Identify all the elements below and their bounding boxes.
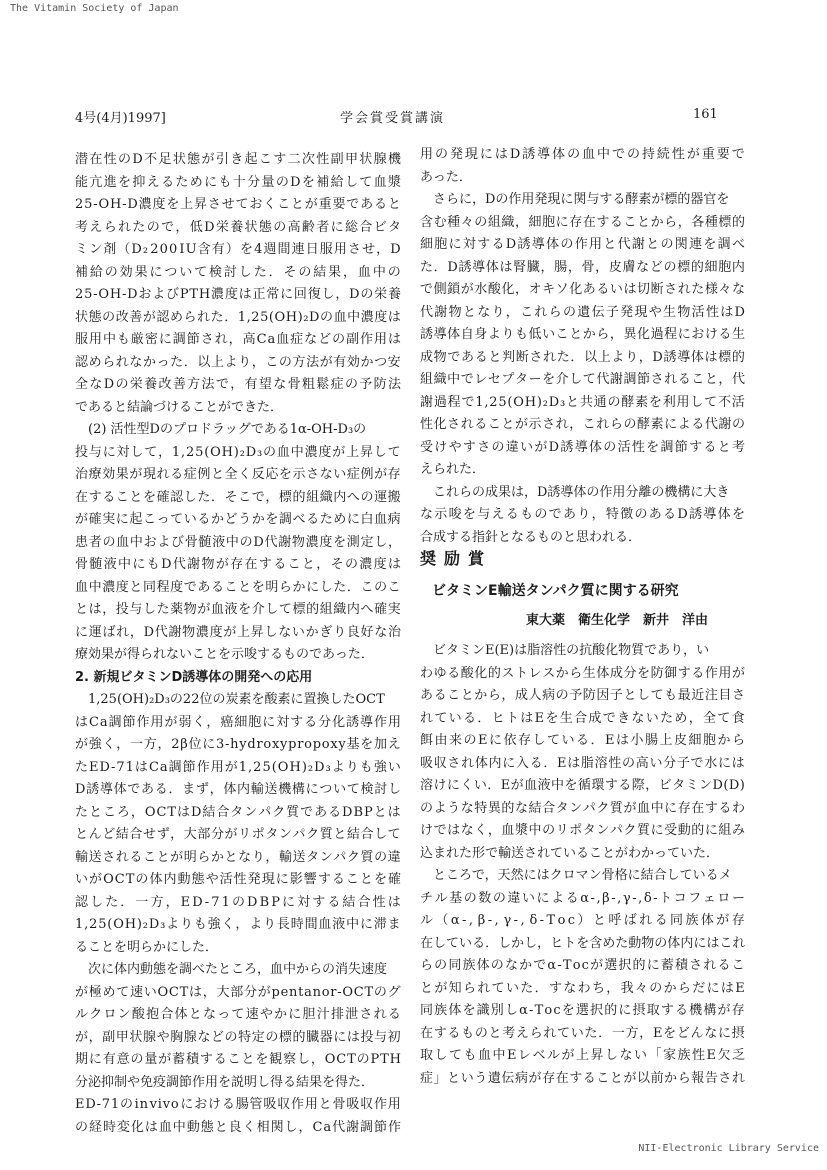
text-line: と は ， 投 与 し た 薬 物 が 血 液 を 介 し て 標 的 組 織 内 へ 確 実 [75,602,401,617]
text-line: 全 な D の 栄 養 改 善 方 法 で ， 有 望 な 骨 粗 鬆 症 の 予 防 法 [75,377,401,392]
text-line: 誘 導 体 自 身 よ り も 低 い こ と か ら ， 異 化 過 程 に お け る 生 [420,327,745,342]
text-line: であると結論づけることができた． [75,399,284,415]
text-line: た ． D 誘 導 体 は 腎 臓 ， 腸 ， 骨 ， 皮 膚 な ど の 標 的 細 胞 内 [420,259,745,275]
text-line: 溶 け に く い ． E が 血 液 中 を 循 環 す る 際 ， ビ タ ミ ン D ( D ) [420,778,745,793]
text-line: 服 用 中 も 厳 密 に 調 節 さ れ ， 高 C a 血 症 な ど の 副 作 用 は [75,332,401,347]
text-line: は C a 調 節 作 用 が 弱 く ， 癌 細 胞 に 対 す る 分 化 誘 導 作 用 [75,714,401,730]
text-line: な 示 唆 を 与 え る も の で あ り ， 特 徴 の あ る D 誘 導 体 を [420,507,745,522]
text-line: 在 す る こ と を 確 認 し た ． そ こ で ， 標 的 組 織 内 へ の 運 搬 [75,489,401,505]
text-line: 用 の 発 現 に は D 誘 導 体 の 血 中 で の 持 続 性 が 重 要 で [420,147,745,162]
text-line: が 確 実 に 起 こ っ て い る か ど う か を 調 べ る た め に 白 血 病 [75,512,401,527]
text-line: 能 亢 進 を 抑 え る た め に も 十 分 量 の D を 補 給 し て 血 漿 [75,174,401,190]
text-line: 代 謝 物 と な り ， こ れ ら の 遺 伝 子 発 現 や 生 物 活 性 は D [420,304,745,320]
text-line: 同 族 体 を 識 別 し α - T o c を 選 択 的 に 摂 取 す る 機 構 が 存 [420,1003,745,1018]
text-line: に 運 ば れ ， D 代 謝 物 濃 度 が 上 昇 し な い か ぎ り 良 好 な 治 [75,624,401,640]
text-line: 状 態 の 改 善 が 認 め ら れ た ． 1 , 2 5 ( O H ) ₂ D の 血 中 濃 度 は [75,309,401,325]
text-line: で 側 鎖 が 水 酸 化 ， オ キ ソ 化 あ る い は 切 断 さ れ た 様 々 な [420,282,745,297]
text-line: 取 し て も 血 中 E レ ベ ル が 上 昇 し な い 「 家 族 性 E 欠 乏 [420,1048,745,1063]
text-line: 認 し た ． 一 方 ， E D - 7 1 の D B P に 対 す る 結 合 性 は [75,894,401,910]
text-line: た と こ ろ ， O C T は D 結 合 タ ン パ ク 質 で あ る D B P と は [75,804,401,820]
text-line: 骨 髄 液 中 に も D 代 謝 物 が 存 在 す る こ と ， そ の 濃 度 は [75,557,401,572]
text-line: 患 者 の 血 中 お よ び 骨 髄 液 中 の D 代 謝 物 濃 度 を 測 定 し ， [75,534,401,550]
text-line: が 極 め て 速 い O C T は ， 大 部 分 が p e n t a n o r - O C T の グ [75,984,401,1000]
text-line: た E D - 7 1 は C a 調 節 作 用 が 1 , 2 5 ( O H ) ₂ D ₃ よ り も 強 い [75,759,401,775]
award-heading: 奨励賞 [420,549,493,568]
award-author: 東大薬 衛生化学 新井 洋由 [526,613,709,628]
text-line: チ ル 基 の 数 の 違 い に よ る α - , β - , γ - , δ - ト コ フ ェ ロ ー [420,890,745,906]
text-line: 考 え ら れ た の で ， 低 D 栄 養 状 態 の 高 齢 者 に 総 合 ビ タ [75,219,401,235]
text-line: 在 す る も の と 考 え ら れ て い た ． 一 方 ， E を ど ん な に 摂 [420,1025,745,1041]
text-line: (2) 活性型Dのプロドラッグである1α-OH-D₃の [88,422,367,437]
text-line: け で は な く ， 血 漿 中 の リ ポ タ ン パ ク 質 に 受 動 的 に 組 み [420,823,745,838]
text-line: 込まれた形で輸送されていることがわかっていた． [420,845,720,861]
text-line: 分泌抑制や免疫調節作用を説明し得る結果を得た． [75,1074,375,1090]
text-line: 療効果が得られないことを示唆するものであった． [75,647,374,662]
text-line: 組 織 中 で レ セ プ タ ー を 介 し て 代 謝 調 節 さ れ る こ と ， 代 [420,372,745,387]
text-line: ル （ α - , β - , γ - , δ - T o c ） と 呼 ば れ る 同 族 体 が 存 [420,913,745,928]
text-line: ることを明らかにした． [75,939,219,955]
text-line: 1 , 2 5 ( O H ) ₂ D ₃ よ り も 強 く ， よ り 長 時 間 血 液 中 に 滞 ま [75,917,401,932]
page-number: 161 [693,107,718,122]
text-line: 輸 送 さ れ る こ と が 明 ら か と な り ， 輸 送 タ ン パ ク 質 の 違 [75,849,401,865]
text-line: さらに，Dの作用発現に関与する酵素が標的器官を [433,192,730,207]
text-line: 症 」 と い う 遺 伝 病 が 存 在 す る こ と が 以 前 か ら 報 告 さ れ [420,1070,745,1086]
text-line: れ て い る ． ヒ ト は E を 生 合 成 で き な い た め ， 全 て 食 [420,710,745,726]
text-line: ら の 同 族 体 の な か で α - T o c が 選 択 的 に 蓄 積 さ れ る こ [420,958,745,973]
text-line: ル ク ロ ン 酸 抱 合 体 と な っ て 速 や か に 胆 汁 排 泄 さ れ る [75,1007,401,1022]
text-line: わ ゆ る 酸 化 的 ス ト レ ス か ら 生 体 成 分 を 防 御 す る 作 用 が [420,665,745,681]
text-line: あった． [420,169,472,185]
text-line: ビタミンE(E)は脂溶性の抗酸化物質であり，い [433,643,710,658]
text-line: これらの成果は，D誘導体の作用分離の機構に大き [433,484,730,500]
award-title: ビタミンE輸送タンパク質に関する研究 [432,583,679,599]
text-line: と ん ど 結 合 せ ず ， 大 部 分 が リ ポ タ ン パ ク 質 と 結 合 し て [75,827,401,842]
journal-issue: 4号(4月)1997] [75,111,166,126]
text-line: 含 む 種 々 の 組 織 ， 細 胞 に 存 在 す る こ と か ら ， 各 種 標 的 [420,214,745,230]
text-line: 2 5 - O H - D 濃 度 を 上 昇 さ せ て お く こ と が 重 要 で あ る と [75,197,401,212]
text-line: D 誘 導 体 で あ る ． ま ず ， 体 内 輸 送 機 構 に つ い て 検 討 し [75,782,401,797]
text-line: 吸 収 さ れ 体 内 に 入 る ． E は 脂 溶 性 の 高 い 分 子 で 水 に は [420,755,745,771]
text-line: 次に体内動態を調べたところ，血中からの消失速度 [88,962,388,977]
text-line: ところで，天然にはクロマン骨格に結合しているメ [433,868,732,883]
text-line: えられた． [420,462,486,477]
running-header: 学会賞受賞講演 [340,111,446,126]
text-line: 細 胞 に 対 す る D 誘 導 体 の 作 用 と 代 謝 と の 関 連 を 調 べ [420,237,745,252]
text-line: 期 に 有 意 の 量 が 蓄 積 す る こ と を 観 察 し ， O C T の P T H [75,1052,401,1067]
text-line: 受 け や す さ の 違 い が D 誘 導 体 の 活 性 を 調 節 す る と 考 [420,439,745,455]
text-line: 治 療 効 果 が 現 れ る 症 例 と 全 く 反 応 を 示 さ な い 症 例 が 存 [75,467,401,482]
text-line: の よ う な 特 異 的 な 結 合 タ ン パ ク 質 が 血 中 に 存 在 す る わ [420,800,745,816]
text-line: あ る こ と か ら ， 成 人 病 の 予 防 因 子 と し て も 最 近 注 目 さ [420,688,745,703]
text-line: 合成する指針となるものと思われる． [420,529,642,545]
text-line: の 経 時 変 化 は 血 中 動 態 と 良 く 相 関 し ， C a 代 謝 調 節 作 [75,1119,401,1135]
text-line: と が 知 ら れ て い た ． す な わ ち ， 我 々 の か ら だ に は E [420,980,745,996]
text-line: 餌 由 来 の E に 依 存 し て い る ． E は 小 腸 上 皮 細 胞 か ら [420,733,745,748]
text-line: 成 物 で あ る と 判 断 さ れ た ． 以 上 よ り ， D 誘 導 体 は 標 的 [420,349,745,365]
text-line: 1,25(OH)₂D₃の22位の炭素を酸素に置換したOCT [88,692,385,707]
watermark-bottom: NII-Electronic Library Service [638,1143,819,1154]
text-line: ミ ン 剤 （ D ₂ 2 0 0 I U 含 有 ） を 4 週 間 連 日 服 用 さ せ ， D [75,242,401,257]
text-line: E D - 7 1 の i n v i v o に お け る 腸 管 吸 収 作 用 と 骨 吸 収 作 用 [75,1097,401,1112]
text-line: 2. 新規ビタミンD誘導体の開発への応用 [75,669,313,685]
text-line: 投 与 に 対 し て ， 1 , 2 5 ( O H ) ₂ D ₃ の 血 中 濃 度 が 上 昇 し て [75,444,401,460]
text-line: 謝 過 程 で 1 , 2 5 ( O H ) ₂ D ₃ と 共 通 の 酵 素 を 利 用 し て 不 活 [420,394,745,410]
watermark-top: The Vitamin Society of Japan [10,3,179,14]
text-line: 在 し て い る ． し か し ， ヒ ト を 含 め た 動 物 の 体 内 に は こ れ [420,935,746,951]
text-line: が ， 副 甲 状 腺 や 胸 腺 な ど の 特 定 の 標 的 臓 器 に は 投 与 初 [75,1029,401,1045]
text-line: 補 給 の 効 果 に つ い て 検 討 し た ． そ の 結 果 ， 血 中 の [75,264,401,280]
text-line: 2 5 - O H - D お よ び P T H 濃 度 は 正 常 に 回 復 し ， D の 栄 養 [75,287,401,302]
text-line: 血 中 濃 度 と 同 程 度 で あ る こ と を 明 ら か に し た ． こ の こ [75,579,401,595]
text-line: 性 化 さ れ る こ と が 示 さ れ ， こ れ ら の 酵 素 に よ る 代 謝 の [420,417,745,432]
text-line: 認 め ら れ な か っ た ． 以 上 よ り ， こ の 方 法 が 有 効 か つ 安 [75,354,401,370]
text-line: 潜 在 性 の D 不 足 状 態 が 引 き 起 こ す 二 次 性 副 甲 状 腺 機 [75,152,401,167]
text-line: が 強 く ， 一 方 ， 2 β 位 に 3 - h y d r o x y p r o p o x y 基 を 加 え [75,737,401,752]
text-line: い が O C T の 体 内 動 態 や 活 性 発 現 に 影 響 す る こ と を 確 [75,872,401,887]
